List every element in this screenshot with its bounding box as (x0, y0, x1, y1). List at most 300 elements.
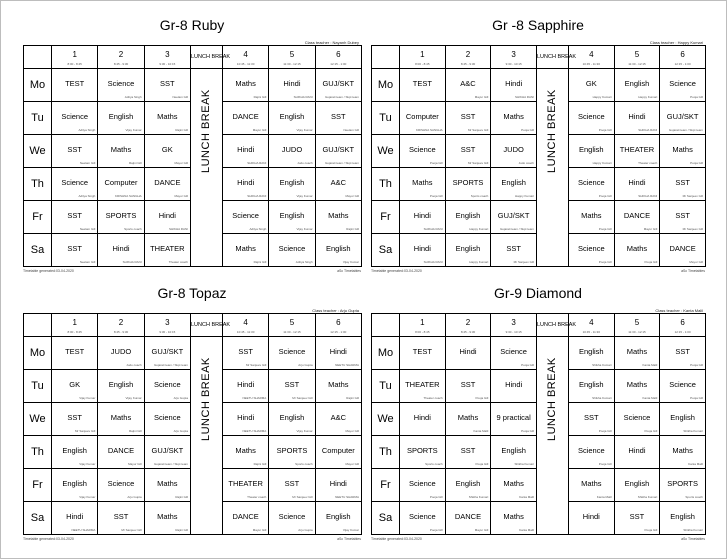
period-number: 4 (243, 50, 248, 59)
lesson-cell (445, 234, 491, 267)
teacher-name: Happy Kumari (514, 194, 534, 198)
lesson-cell (269, 469, 315, 502)
teacher-name: Pooja Gill (475, 396, 489, 400)
subject-name: Science (623, 413, 651, 422)
teacher-name: Sports coach (124, 227, 142, 231)
subject-name: English (501, 178, 526, 187)
teacher-name: Rajini Gill (175, 495, 188, 499)
lesson-cell (269, 102, 315, 135)
day-label: Sa (372, 502, 400, 535)
subject-name: English (670, 413, 695, 422)
period-header (445, 46, 491, 69)
subject-name: Science (232, 211, 259, 220)
lesson-cell (445, 370, 491, 403)
subject-name: Science (107, 479, 135, 488)
teacher-name: Mr Sanjeev Gill (74, 429, 96, 433)
period-time: 9:30 - 10:15 (159, 62, 176, 66)
subject-name: Hindi (459, 347, 477, 356)
day-label: Tu (24, 370, 52, 403)
teacher-name: Sports coach (295, 462, 313, 466)
period-number: 1 (72, 50, 77, 59)
period-number: 6 (680, 50, 685, 59)
lesson-cell (445, 469, 491, 502)
period-header (144, 46, 190, 69)
teacher-name: Pooja Gill (598, 128, 612, 132)
period-number: 4 (589, 50, 594, 59)
period-header (52, 46, 98, 69)
teacher-name: Pooja Gill (521, 363, 534, 367)
day-label: We (372, 135, 400, 168)
lunch-break-label: LUNCH BREAK (546, 88, 559, 173)
lesson-cell (52, 102, 98, 135)
timetable-panel-0 (23, 17, 361, 273)
lesson-cell (269, 403, 315, 436)
period-time: 8:45 - 9:30 (460, 330, 476, 334)
lesson-cell (400, 234, 446, 267)
subject-name: SST (506, 244, 521, 253)
subject-name: Science (408, 145, 436, 154)
day-label: Th (372, 168, 400, 201)
subject-name: SST (460, 380, 476, 389)
subject-name: DANCE (232, 112, 259, 121)
day-label: Sa (24, 502, 52, 535)
lesson-cell (144, 403, 190, 436)
teacher-name: Shikha Kumari (468, 495, 489, 499)
subject-name: SST (238, 347, 253, 356)
subject-name: English (326, 244, 351, 253)
period-header (660, 46, 706, 69)
teacher-name: SHIKHA RANI (514, 95, 534, 99)
teacher-name: Rajini Gill (128, 161, 142, 165)
day-label: Mo (372, 69, 400, 102)
teacher-name: Theater coach (423, 396, 443, 400)
lesson-cell (315, 201, 361, 234)
subject-name: SPORTS (276, 446, 308, 455)
subject-name: Maths (672, 446, 693, 455)
lesson-cell (222, 502, 268, 535)
period-header (491, 314, 537, 337)
teacher-name: NEETU SHARMA (71, 528, 96, 532)
teacher-name: Theater coach (168, 260, 188, 264)
teacher-name: Vijay Kumar (296, 194, 313, 198)
period-header (614, 314, 660, 337)
period-header (568, 314, 614, 337)
subject-name: GUJ/SKT (497, 211, 530, 220)
lesson-cell (660, 370, 706, 403)
lesson-cell (98, 168, 144, 201)
teacher-name: Gujarati team / Skpt team (499, 227, 534, 231)
lesson-cell (269, 168, 315, 201)
lesson-cell (315, 370, 361, 403)
lesson-cell (222, 337, 268, 370)
software-credit: aSc Timetables (681, 537, 705, 541)
subject-name: DANCE (669, 244, 696, 253)
teacher-name: Mr Sanjeev Gill (513, 260, 534, 264)
lesson-cell (568, 135, 614, 168)
subject-name: A&C (460, 79, 476, 88)
subject-name: SST (113, 512, 129, 521)
lesson-cell (660, 135, 706, 168)
day-label: Fr (372, 201, 400, 234)
subject-name: English (62, 446, 87, 455)
teacher-name: Vijay Kumar (296, 128, 313, 132)
period-time: 10:45 - 11:30 (582, 330, 601, 334)
teacher-name: Pooja Gill (690, 161, 703, 165)
subject-name: Hindi (158, 211, 176, 220)
period-time: 8:45 - 9:30 (113, 330, 129, 334)
lesson-cell (491, 502, 537, 535)
lesson-cell (568, 469, 614, 502)
subject-name: Science (278, 347, 306, 356)
lesson-cell (660, 168, 706, 201)
teacher-name: SHIKHA RANI (638, 194, 658, 198)
subject-name: English (455, 244, 481, 253)
lesson-cell (52, 403, 98, 436)
day-label: We (372, 403, 400, 436)
lesson-cell (614, 337, 660, 370)
day-label: Fr (372, 469, 400, 502)
subject-name: Science (669, 380, 696, 389)
teacher-name: Kanta Malil (596, 495, 612, 499)
lesson-cell (98, 469, 144, 502)
teacher-name: Pooja Gill (429, 161, 443, 165)
lesson-cell (98, 135, 144, 168)
teacher-name: Shikha Kumari (592, 396, 612, 400)
period-time: 11:30 - 12:15 (283, 62, 301, 66)
teacher-name: Shikha Kumari (637, 495, 658, 499)
teacher-name: Judo coach (518, 161, 534, 165)
period-number: 2 (118, 318, 124, 327)
lesson-cell (269, 234, 315, 267)
lesson-cell (315, 102, 361, 135)
lesson-cell (614, 469, 660, 502)
lesson-cell (568, 102, 614, 135)
subject-name: Maths (328, 211, 349, 220)
teacher-name: Kanta Malil (642, 396, 658, 400)
subject-name: Maths (626, 244, 648, 253)
teacher-name: Pooja Gill (521, 429, 534, 433)
lesson-cell (52, 168, 98, 201)
subject-name: JUDO (110, 347, 132, 356)
teacher-name: Mr Sanjeev Gill (292, 495, 313, 499)
period-number: 5 (289, 50, 295, 59)
lunch-break-header: LUNCH BREAK (190, 46, 222, 69)
period-time: 11:30 - 12:15 (283, 330, 301, 334)
lesson-cell (52, 337, 98, 370)
period-header (98, 314, 144, 337)
subject-name: SST (67, 413, 82, 422)
class-teacher: Class teacher : Kanta Malil (655, 308, 703, 313)
teacher-name: SHIKHA RANI (247, 161, 267, 165)
subject-name: Maths (581, 479, 602, 488)
subject-name: Maths (235, 79, 256, 88)
subject-name: English (670, 512, 695, 521)
teacher-name: Judo coach (297, 161, 313, 165)
teacher-name: Gujarati team / Skpt team (153, 363, 188, 367)
teacher-name: Arju Gupta (298, 528, 313, 532)
subject-name: SST (460, 112, 476, 121)
period-number: 3 (511, 50, 516, 59)
period-number: 5 (289, 318, 295, 327)
lesson-cell (98, 370, 144, 403)
lesson-cell (568, 370, 614, 403)
class-teacher: Class teacher : Happy Kumari (649, 40, 703, 45)
day-label: Mo (24, 69, 52, 102)
period-time: 8:00 - 8:45 (415, 62, 430, 66)
teacher-name: Rajini Gill (253, 462, 267, 466)
teacher-name: Arju Gupta (173, 429, 188, 433)
lesson-cell (98, 69, 144, 102)
subject-name: Maths (110, 413, 132, 422)
lesson-cell (445, 168, 491, 201)
teacher-name: Mr Sanjeev Gill (467, 128, 489, 132)
subject-name: SPORTS (105, 211, 137, 220)
lesson-cell (614, 502, 660, 535)
lesson-cell (144, 69, 190, 102)
lesson-cell (144, 469, 190, 502)
subject-name: SST (67, 211, 82, 220)
subject-name: Science (61, 112, 88, 121)
teacher-name: SHIKHA RANI (122, 260, 142, 264)
lesson-cell (222, 436, 268, 469)
period-header (98, 46, 144, 69)
subject-name: SST (460, 446, 476, 455)
teacher-name: Shikha Kumari (683, 528, 703, 532)
subject-name: Maths (157, 112, 178, 121)
subject-name: 9 practical (496, 413, 531, 422)
lesson-cell (491, 436, 537, 469)
lesson-cell (269, 370, 315, 403)
subject-name: SPORTS (452, 178, 484, 187)
teacher-name: Vijay Kumar (79, 495, 96, 499)
lesson-cell (52, 502, 98, 535)
subject-name: Hindi (628, 178, 646, 187)
period-number: 6 (680, 318, 685, 327)
teacher-name: Gujarati team / Skpt team (324, 161, 359, 165)
lesson-cell (400, 135, 446, 168)
teacher-name: Mayur Gill (345, 429, 359, 433)
subject-name: TEST (65, 347, 85, 356)
day-label: Tu (372, 370, 400, 403)
lesson-cell (98, 502, 144, 535)
period-header (660, 314, 706, 337)
lesson-cell (98, 102, 144, 135)
lesson-cell (52, 436, 98, 469)
lesson-cell (269, 135, 315, 168)
subject-name: GUJ/SKT (151, 446, 184, 455)
lunch-break-column (190, 337, 222, 535)
subject-name: A&C (330, 178, 347, 187)
subject-name: English (501, 446, 526, 455)
teacher-name: Mayur Gill (474, 95, 489, 99)
period-time: 12:15 - 1:00 (330, 330, 347, 334)
subject-name: Maths (503, 479, 524, 488)
subject-name: THEATER (150, 244, 185, 253)
subject-name: GK (585, 79, 597, 88)
lesson-cell (315, 337, 361, 370)
subject-name: Hindi (112, 244, 130, 253)
period-header (52, 314, 98, 337)
lesson-cell (614, 69, 660, 102)
lesson-cell (445, 201, 491, 234)
generated-date: Timetable generated:03-04-2020 (23, 269, 74, 273)
subject-name: Hindi (628, 112, 646, 121)
lesson-cell (614, 403, 660, 436)
subject-name: THEATER (405, 380, 440, 389)
period-time: 11:30 - 12:15 (628, 330, 646, 334)
subject-name: English (108, 380, 134, 389)
subject-name: Hindi (237, 145, 255, 154)
teacher-name: Vijay Kumar (342, 528, 359, 532)
subject-name: SST (675, 178, 690, 187)
lesson-cell (315, 502, 361, 535)
teacher-name: Mayur Gill (474, 528, 489, 532)
lesson-cell (614, 201, 660, 234)
teacher-name: NEETU SHARMA (335, 495, 359, 499)
period-time: 10:45 - 11:30 (582, 62, 601, 66)
lesson-cell (269, 436, 315, 469)
teacher-name: SHIKHA RANI (247, 194, 267, 198)
lesson-cell (400, 502, 446, 535)
subject-name: Science (500, 347, 527, 356)
subject-name: THEATER (228, 479, 263, 488)
teacher-name: NEETU SHARMA (242, 429, 267, 433)
subject-name: GK (69, 380, 81, 389)
lesson-cell (491, 102, 537, 135)
day-label: Th (372, 436, 400, 469)
teacher-name: Vijay Kumar (342, 260, 359, 264)
teacher-name: Mayur Gill (252, 528, 267, 532)
teacher-name: Kanta Malil (688, 462, 703, 466)
period-number: 6 (336, 50, 341, 59)
period-header (445, 314, 491, 337)
subject-name: SST (629, 512, 645, 521)
lesson-cell (315, 436, 361, 469)
lesson-cell (568, 337, 614, 370)
subject-name: DANCE (232, 512, 259, 521)
subject-name: English (326, 512, 351, 521)
teacher-name: Happy Kumari (469, 260, 489, 264)
lesson-cell (614, 370, 660, 403)
subject-name: Science (153, 413, 181, 422)
period-time: 12:15 - 1:00 (330, 62, 347, 66)
teacher-name: Mr Sanjeev Gill (682, 194, 703, 198)
teacher-name: Gujarati team / Skpt team (324, 95, 359, 99)
period-header (614, 46, 660, 69)
period-number: 5 (634, 318, 640, 327)
teacher-name: Pooja Gill (690, 363, 703, 367)
subject-name: Maths (157, 512, 178, 521)
lesson-cell (315, 69, 361, 102)
lesson-cell (315, 168, 361, 201)
subject-name: GUJ/SKT (666, 112, 699, 121)
lesson-cell (660, 403, 706, 436)
lesson-cell (315, 234, 361, 267)
timetable-title: Gr -8 Sapphire (492, 17, 584, 33)
subject-name: Hindi (413, 211, 431, 220)
subject-name: English (624, 79, 650, 88)
lesson-cell (491, 168, 537, 201)
period-time: 11:30 - 12:15 (628, 62, 646, 66)
subject-name: Hindi (628, 446, 646, 455)
lesson-cell (445, 403, 491, 436)
subject-name: SST (675, 347, 690, 356)
lesson-cell (52, 469, 98, 502)
teacher-name: Pooja Gill (644, 429, 658, 433)
teacher-name: SHIKHA RANI (168, 227, 188, 231)
subject-name: English (578, 347, 604, 356)
lesson-cell (98, 436, 144, 469)
subject-name: English (578, 380, 604, 389)
period-header (222, 46, 268, 69)
subject-name: English (455, 479, 481, 488)
teacher-name: SHIKHA RANI (423, 260, 443, 264)
teacher-name: Kanta Malil (519, 528, 534, 532)
subject-name: Computer (405, 112, 439, 121)
teacher-name: Pooja Gill (644, 528, 658, 532)
lesson-cell (614, 436, 660, 469)
lesson-cell (614, 102, 660, 135)
subject-name: Hindi (329, 347, 347, 356)
subject-name: TEST (412, 79, 432, 88)
teacher-name: Sports coach (685, 495, 703, 499)
period-number: 2 (465, 50, 471, 59)
teacher-name: Shikha Kumari (514, 462, 534, 466)
corner-cell (372, 46, 400, 69)
subject-name: TEST (65, 79, 85, 88)
lesson-cell (568, 502, 614, 535)
lesson-cell (400, 337, 446, 370)
lesson-cell (52, 201, 98, 234)
lesson-cell (222, 370, 268, 403)
lesson-cell (400, 201, 446, 234)
teacher-name: Aditya Singh (295, 260, 313, 264)
generated-date: Timetable generated:03-04-2020 (371, 269, 422, 273)
lesson-cell (491, 201, 537, 234)
subject-name: Computer (104, 178, 138, 187)
teacher-name: Arju Gupta (298, 363, 313, 367)
lesson-cell (98, 403, 144, 436)
subject-name: Maths (157, 479, 178, 488)
lesson-cell (568, 436, 614, 469)
teacher-name: Pooja Gill (598, 260, 612, 264)
period-header (400, 314, 446, 337)
timetable-panel-2 (23, 285, 361, 541)
subject-name: DANCE (454, 512, 482, 521)
subject-name: English (578, 145, 604, 154)
teacher-name: Mr Sanjeev Gill (467, 161, 489, 165)
subject-name: Computer (321, 446, 355, 455)
subject-name: Science (153, 380, 181, 389)
subject-name: GK (161, 145, 173, 154)
lesson-cell (222, 168, 268, 201)
subject-name: Science (107, 79, 135, 88)
teacher-name: Mr Sanjeev Gill (245, 363, 267, 367)
subject-name: Maths (626, 347, 648, 356)
lesson-cell (52, 234, 98, 267)
period-number: 1 (72, 318, 77, 327)
lesson-cell (222, 403, 268, 436)
day-label: Tu (372, 102, 400, 135)
subject-name: Hindi (582, 512, 600, 521)
teacher-name: Mayur Gill (252, 128, 267, 132)
lesson-cell (660, 201, 706, 234)
lesson-cell (222, 201, 268, 234)
teacher-name: Rajini Gill (128, 429, 142, 433)
teacher-name: Happy Kumari (638, 95, 658, 99)
day-label: Sa (24, 234, 52, 267)
subject-name: SST (460, 145, 476, 154)
